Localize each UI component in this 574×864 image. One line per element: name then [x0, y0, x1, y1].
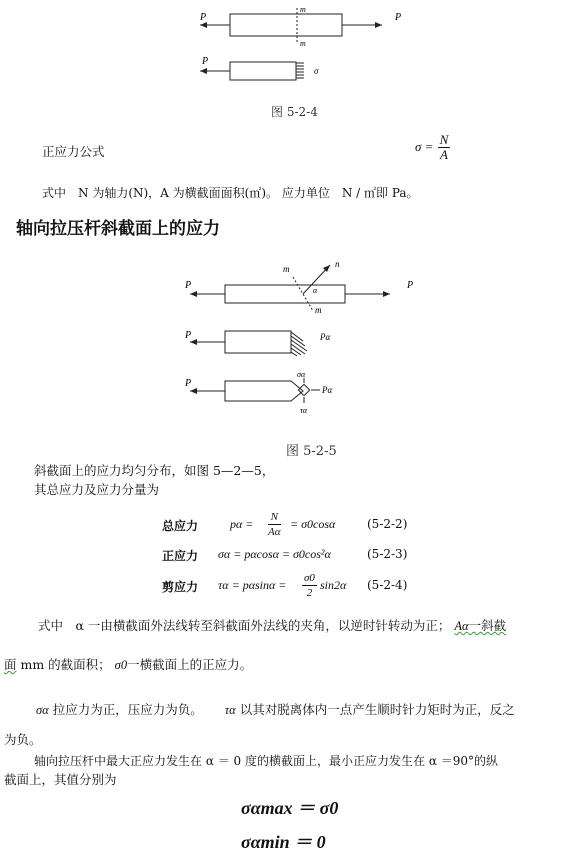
eq-num: σ0: [304, 572, 315, 584]
note2-area-symbol: Aα: [454, 619, 469, 633]
fig2-label-sigma-alpha: σα: [297, 370, 306, 379]
note2-line1: [38, 617, 506, 635]
fig2-label-palpha-mid: Pα: [320, 332, 331, 342]
fig1-label-sigma: σ: [314, 66, 319, 76]
fig2-caption: 图 5-2-5: [286, 444, 337, 459]
note3-line2: 为负。: [4, 732, 42, 747]
eq-den: Aα: [268, 526, 281, 538]
eq-expr2: sin2α: [320, 578, 347, 592]
fig2-label-m-top: m: [283, 264, 290, 274]
note2-line2: [4, 656, 252, 674]
note3-text2: 以其对脱离体内一点产生顺时针力矩时为正，反之: [235, 702, 515, 717]
eq-expr: pα =: [230, 517, 254, 531]
eq-expr: τα = pαsinα =: [218, 578, 287, 592]
section-heading: 轴向拉压杆斜截面上的应力: [16, 219, 220, 239]
formula1-label: 正应力公式: [42, 144, 105, 159]
eq-label: 剪应力: [162, 580, 199, 594]
eq-num: N: [268, 510, 281, 525]
eq-label: 正应力: [162, 549, 199, 563]
para3-line2: 截面上，其值分别为: [4, 772, 117, 787]
formula1-den: A: [439, 147, 448, 162]
note2-text1: 式中 α 一由横截面外法线转至斜截面外法线的夹角，以逆时针转动为正；: [38, 618, 451, 633]
fig2-label-n: n: [335, 259, 340, 269]
final-min-formula: σαmin ＝ 0: [241, 832, 326, 852]
fig2-label-palpha-bottom: Pα: [322, 385, 333, 395]
eq-den: 2: [306, 587, 313, 599]
fig2-label-tau-alpha: τα: [300, 406, 308, 415]
figure-5-2-4: [190, 0, 420, 120]
figure-5-2-5: [175, 255, 435, 440]
para2: 其总应力及应力分量为: [34, 482, 160, 497]
note2-text1b: 一斜截: [468, 618, 507, 633]
fig2-label-p-mid: P: [185, 330, 192, 341]
final-max-formula: σαmax ＝ σ0: [241, 798, 339, 818]
note3-line1: [36, 701, 515, 719]
fig2-label-p-left: P: [185, 280, 192, 291]
note1: 式中 N 为轴力(N)，A 为横截面面积(㎡)。 应力单位 N / ㎡即 Pa。: [42, 186, 419, 200]
eq-label: 总应力: [162, 519, 199, 533]
note2-sigma0: σ0: [114, 658, 128, 672]
fig1-label-m-bottom: m: [300, 39, 306, 48]
note3-text1: 拉应力为正，压应力为负。: [48, 702, 203, 717]
eq-expr: σα = pαcosα = σ0cos²α: [218, 547, 331, 561]
para3-line1: 轴向拉压杆中最大正应力发生在 α ＝ 0 度的横截面上，最小正应力发生在 α ＝90°的纵: [34, 754, 499, 768]
note3-sigma-alpha: σα: [36, 703, 49, 717]
note2-text2b: mm 的截面积；: [16, 657, 111, 672]
eq-tag: (5-2-4): [367, 578, 408, 592]
fig2-label-p-bottom: P: [185, 378, 192, 389]
fig1-label-m-top: m: [300, 5, 306, 14]
fig1-label-p-bottom: P: [202, 56, 209, 67]
eq-tag: (5-2-3): [367, 547, 408, 561]
fig1-label-p-left: P: [200, 12, 207, 23]
fig2-label-m-bottom: m: [315, 305, 322, 315]
eq-tag: (5-2-2): [367, 517, 408, 531]
formula1-lhs: σ =: [415, 139, 434, 154]
fig2-label-p-right: P: [407, 280, 414, 291]
note2-text2d: 一横截面上的正应力。: [127, 657, 253, 672]
equation-total-stress: [162, 510, 422, 540]
formula1: [415, 133, 450, 162]
fig2-label-alpha: α: [313, 286, 318, 295]
note3-tau-alpha: τα: [224, 703, 236, 717]
note2-text2a: 面: [4, 657, 17, 672]
formula1-num: N: [439, 132, 449, 147]
equation-normal-stress: [162, 545, 422, 565]
eq-expr2: = σ0cosα: [290, 517, 336, 531]
fig1-caption: 图 5-2-4: [271, 105, 318, 119]
para1: 斜截面上的应力均匀分布，如图 5—2—5，: [34, 463, 275, 478]
equation-shear-stress: [162, 570, 422, 602]
fig1-label-p-right: P: [395, 12, 402, 23]
